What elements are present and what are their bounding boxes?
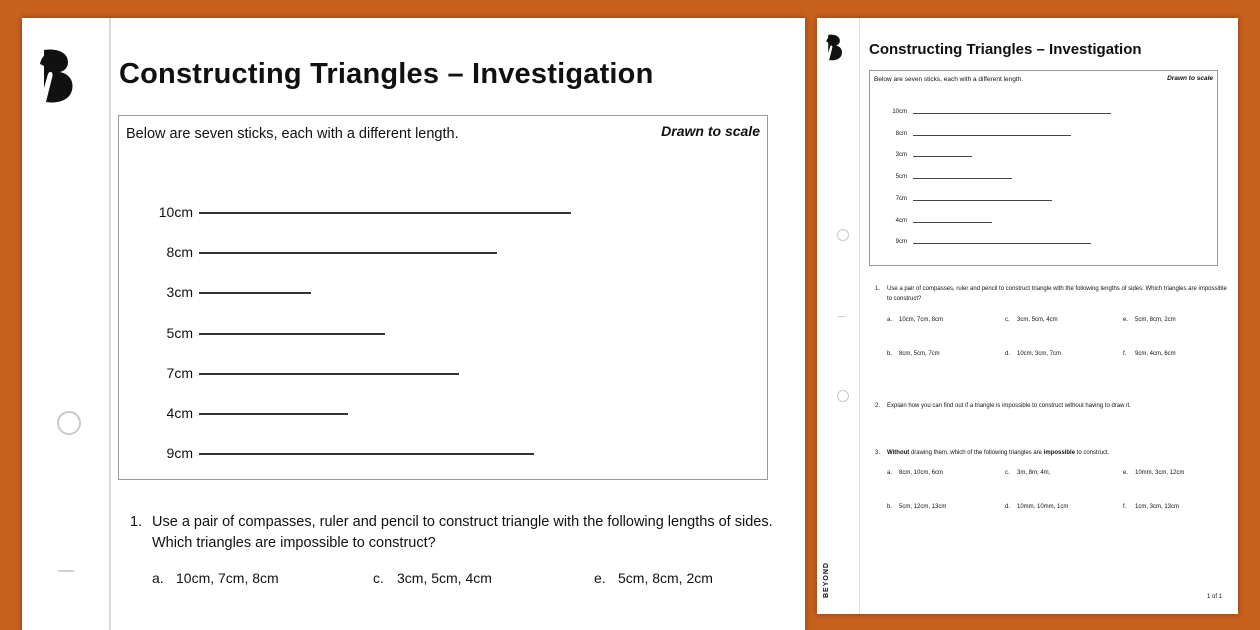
option-value: 3m, 8m, 4m, xyxy=(1017,470,1051,476)
stick-label: 5cm xyxy=(166,324,193,341)
option-letter: c. xyxy=(1005,470,1010,476)
option-value: 10cm, 7cm, 8cm xyxy=(899,317,944,323)
sticks-box xyxy=(118,115,768,480)
option-letter: e. xyxy=(1123,317,1129,323)
question-text-part: to construct. xyxy=(1075,450,1110,456)
question-text xyxy=(887,448,1227,458)
option-letter: c. xyxy=(1005,317,1010,323)
option-letter: d. xyxy=(1005,351,1011,357)
option-f xyxy=(1123,504,1179,510)
stick-line xyxy=(913,156,972,157)
option-c xyxy=(1005,470,1050,476)
question-number: 1. xyxy=(875,286,881,292)
option-a xyxy=(887,470,943,476)
option-value: 5cm, 8cm, 2cm xyxy=(1135,317,1176,323)
option-d xyxy=(1005,504,1068,510)
option-e xyxy=(594,570,713,586)
option-value: 5cm, 12cm, 13cm xyxy=(899,504,947,510)
option-f xyxy=(1123,351,1176,357)
question-text: Explain how you can find out if a triangle is impossible to construct without having to draw it. xyxy=(887,403,1131,409)
stick-label: 10cm xyxy=(158,204,193,220)
option-value: 8cm, 5cm, 7cm xyxy=(899,351,940,357)
page-title: Constructing Triangles – Investigation xyxy=(869,41,1142,58)
stick-line xyxy=(199,373,459,375)
option-e xyxy=(1123,470,1184,476)
sticks-box xyxy=(869,70,1218,266)
margin-line xyxy=(859,18,860,614)
stick-line xyxy=(913,222,992,223)
stick-line xyxy=(913,113,1111,114)
page-title: Constructing Triangles – Investigation xyxy=(119,58,654,90)
punch-hole xyxy=(837,390,849,402)
option-letter: c. xyxy=(373,570,384,586)
worksheet-page-thumbnail xyxy=(817,18,1238,614)
brand-label: BEYOND xyxy=(823,562,830,598)
stick-line xyxy=(913,200,1052,201)
punch-hole xyxy=(57,411,81,435)
option-c xyxy=(373,570,492,586)
option-letter: b. xyxy=(887,351,893,357)
question-bold-mid: impossible xyxy=(1043,450,1076,456)
stick-label: 5cm xyxy=(895,174,907,181)
option-letter: f. xyxy=(1123,351,1127,357)
stick-label: 9cm xyxy=(895,239,907,246)
question-text-part: drawing them, which of the following triangles are xyxy=(909,450,1044,456)
stick-label: 4cm xyxy=(895,217,907,224)
page-number: 1 of 1 xyxy=(1206,594,1222,600)
option-value: 3cm, 5cm, 4cm xyxy=(1017,317,1058,323)
option-value: 3cm, 5cm, 4cm xyxy=(397,570,492,586)
stick-label: 9cm xyxy=(166,445,193,462)
option-value: 10mm, 10mm, 1cm xyxy=(1017,504,1069,510)
option-value: 5cm, 8cm, 2cm xyxy=(618,570,713,586)
stick-label: 7cm xyxy=(895,195,907,202)
question-text: Use a pair of compasses, ruler and pencil to construct triangle with the following lengths of sides. Which triangles are impossible to construct? xyxy=(887,286,1227,302)
stick-label: 8cm xyxy=(895,130,907,137)
option-letter: e. xyxy=(1123,470,1129,476)
stick-label: 3cm xyxy=(166,284,193,301)
stick-label: 10cm xyxy=(892,109,907,115)
stick-line xyxy=(199,252,497,254)
scale-note: Drawn to scale xyxy=(661,123,760,139)
option-value: 1cm, 3cm, 13cm xyxy=(1135,504,1180,510)
option-value: 10cm, 7cm, 8cm xyxy=(176,570,279,586)
option-a xyxy=(887,317,943,323)
option-value: 10cm, 3cm, 7cm xyxy=(1017,351,1062,357)
option-letter: d. xyxy=(1005,504,1011,510)
stick-line xyxy=(199,212,571,214)
question-number: 1. xyxy=(130,514,143,530)
option-value: 9cm, 4cm, 6cm xyxy=(1135,351,1176,357)
option-letter: b. xyxy=(887,504,893,510)
option-letter: a. xyxy=(887,470,893,476)
option-letter: a. xyxy=(152,570,164,586)
scale-note: Drawn to scale xyxy=(1167,75,1213,82)
option-letter: a. xyxy=(887,317,893,323)
option-a xyxy=(152,570,279,586)
stick-label: 7cm xyxy=(166,364,193,381)
beyond-logo-icon xyxy=(38,44,78,106)
punch-mark xyxy=(838,316,846,317)
option-d xyxy=(1005,351,1061,357)
question-number: 3. xyxy=(875,450,881,456)
worksheet-page-zoomed xyxy=(22,18,805,630)
question-bold-lead: Without xyxy=(887,450,910,456)
stick-label: 8cm xyxy=(166,244,193,261)
option-letter: e. xyxy=(594,570,606,586)
option-letter: f. xyxy=(1123,504,1127,510)
stick-line xyxy=(199,333,385,335)
stick-line xyxy=(913,135,1071,136)
option-b xyxy=(887,351,940,357)
question-number: 2. xyxy=(875,403,881,409)
stick-line xyxy=(913,178,1012,179)
stick-line xyxy=(199,413,348,415)
beyond-logo-icon xyxy=(825,32,845,62)
question-text: Use a pair of compasses, ruler and pencil to construct triangle with the following lengths of sides. Which triangles are impossible to construct? xyxy=(152,514,773,551)
option-e xyxy=(1123,317,1176,323)
margin-line xyxy=(109,18,111,630)
stick-line xyxy=(199,453,534,455)
sticks-intro: Below are seven sticks, each with a different length. xyxy=(874,76,1024,83)
sticks-intro: Below are seven sticks, each with a different length. xyxy=(126,126,459,142)
punch-mark xyxy=(58,570,74,572)
stick-label: 4cm xyxy=(166,405,193,421)
punch-hole xyxy=(837,229,849,241)
stick-label: 3cm xyxy=(895,152,907,159)
option-c xyxy=(1005,317,1058,323)
option-value: 10mm, 3cm, 12cm xyxy=(1135,470,1185,476)
option-value: 8cm, 10cm, 6cm xyxy=(899,470,944,476)
stick-line xyxy=(913,243,1091,244)
stick-line xyxy=(199,292,311,294)
option-b xyxy=(887,504,946,510)
